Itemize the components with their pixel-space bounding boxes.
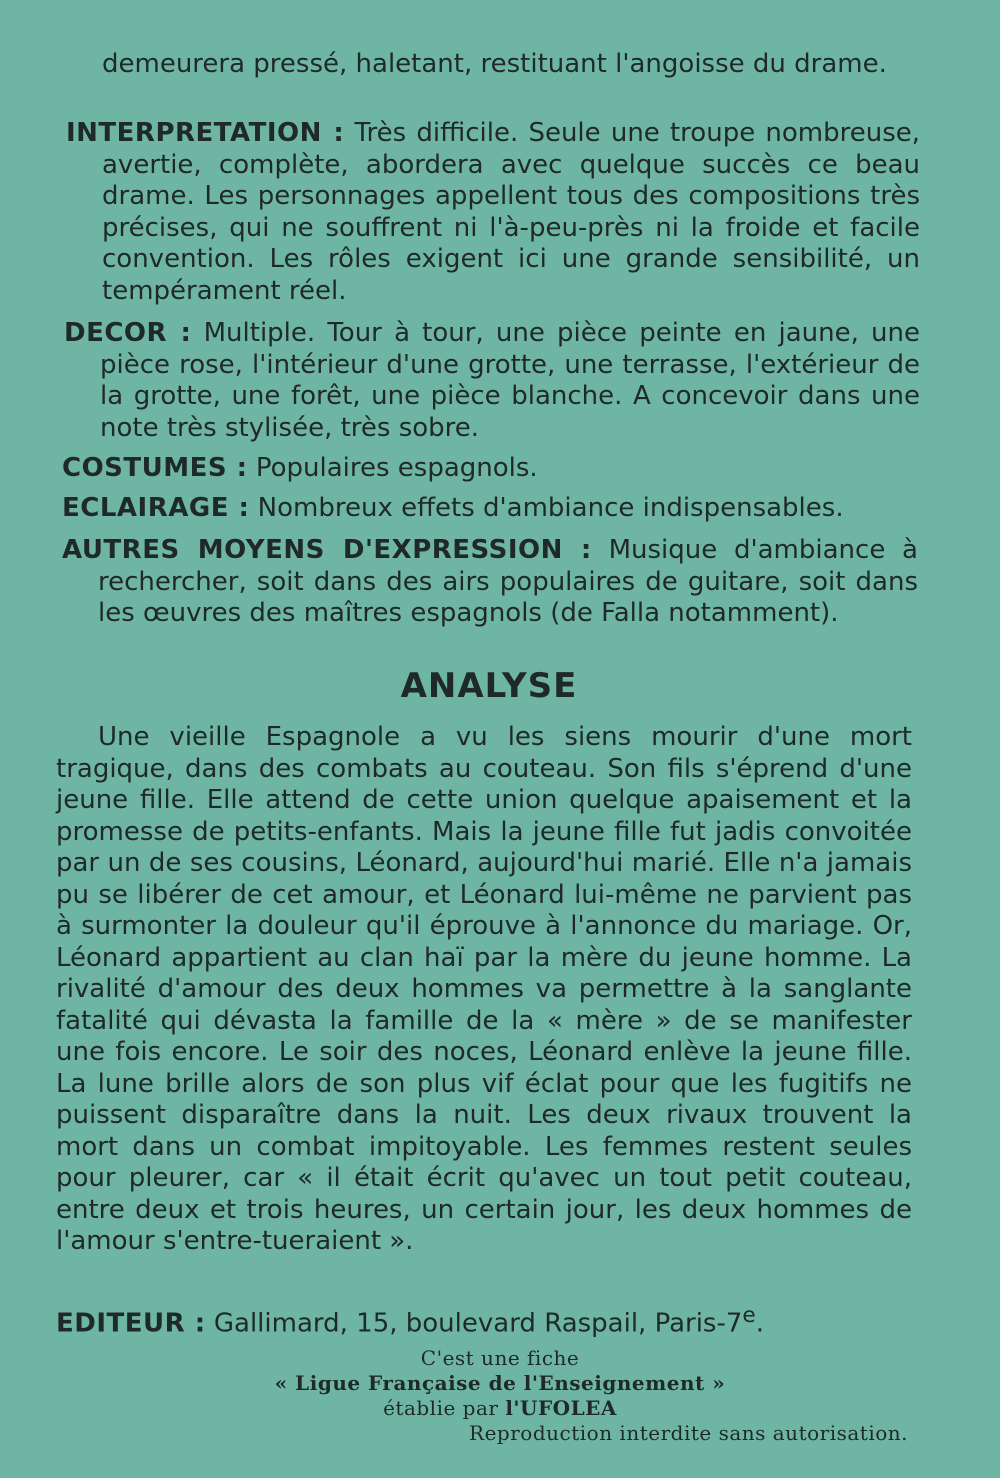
footer-line-4: Reproduction interdite sans autorisation. (469, 1421, 908, 1445)
footer-line-3 (0, 1396, 1000, 1421)
entry-label: AUTRES MOYENS D'EXPRESSION : (62, 535, 592, 565)
editeur-label: EDITEUR : (56, 1308, 206, 1339)
footer-credits (0, 1346, 1000, 1446)
analyse-heading: ANALYSE (400, 666, 578, 706)
entry-text: Populaires espagnols. (255, 453, 538, 483)
footer-organization: l'UFOLEA (505, 1396, 617, 1420)
entry-interpretation (66, 118, 920, 307)
entry-text: Très difficile. Seule une troupe nombreuse, avertie, complète, abordera avec quelque succès ce beau drame. Les personnages appellent tous des compositions très précises, qui ne souffrent ni l'à-peu-près ni la froide et facile convention. Les rôles exigent ici une grande sensibilité, un tempérament réel. (102, 118, 920, 306)
continued-paragraph: demeurera pressé, haletant, restituant l'angoisse du drame. (102, 49, 887, 79)
editeur-text: Gallimard, 15, boulevard Raspail, Paris-7 (213, 1308, 743, 1339)
entry-text: Multiple. Tour à tour, une pièce peinte en jaune, une pièce rose, l'intérieur d'une grotte, une terrasse, l'extérieur de la grotte, une forêt, une pièce blanche. A concevoir dans une note très stylisée, très sobre. (100, 318, 920, 443)
entry-decor (64, 318, 920, 444)
entry-costumes (62, 453, 918, 485)
entry-autres-moyens (62, 535, 918, 630)
editeur-superscript: e (742, 1303, 756, 1328)
entry-label: DECOR : (64, 318, 192, 348)
entry-text: Nombreux effets d'ambiance indispensables. (257, 493, 844, 523)
footer-line-2: « Ligue Française de l'Enseignement » (274, 1371, 726, 1395)
entry-eclairage (62, 493, 918, 525)
entry-label: INTERPRETATION : (66, 118, 345, 148)
entry-text: Musique d'ambiance à rechercher, soit dans des airs populaires de guitare, soit dans les œuvres des maîtres espagnols (de Falla notamment). (98, 535, 918, 628)
entry-label: ECLAIRAGE : (62, 493, 250, 523)
footer-line-1: C'est une fiche (420, 1346, 580, 1370)
analyse-paragraph: Une vieille Espagnole a vu les siens mourir d'une mort tragique, dans des combats au couteau. Son fils s'éprend d'une jeune fille. Elle attend de cette union quelque apaisement et la promesse de petits-enfants. Mais la jeune fille fut jadis convoitée par un de ses cousins, Léonard, aujourd'hui marié. Elle n'a jamais pu se libérer de cet amour, et Léonard lui-même ne parvient pas à surmonter la douleur qu'il éprouve à l'annonce du mariage. Or, Léonard appartient au clan haï par la mère du jeune homme. La rivalité d'amour des deux hommes va permettre à la sanglante fatalité qui dévasta la famille de la « mère » de se manifester une fois encore. Le soir des noces, Léonard enlève la jeune fille. La lune brille alors de son plus vif éclat pour que les fugitifs ne puissent disparaître dans la nuit. Les deux rivaux trouvent la mort dans un combat impitoyable. Les femmes restent seules pour pleurer, car « il était écrit qu'avec un tout petit couteau, entre deux et trois heures, un certain jour, les deux hommes de l'amour s'entre-tueraient ». (56, 722, 912, 1256)
footer-line-3-pre: établie par (383, 1396, 499, 1420)
editeur-end: . (755, 1308, 764, 1339)
editeur-line (56, 1303, 764, 1339)
entry-label: COSTUMES : (62, 453, 248, 483)
